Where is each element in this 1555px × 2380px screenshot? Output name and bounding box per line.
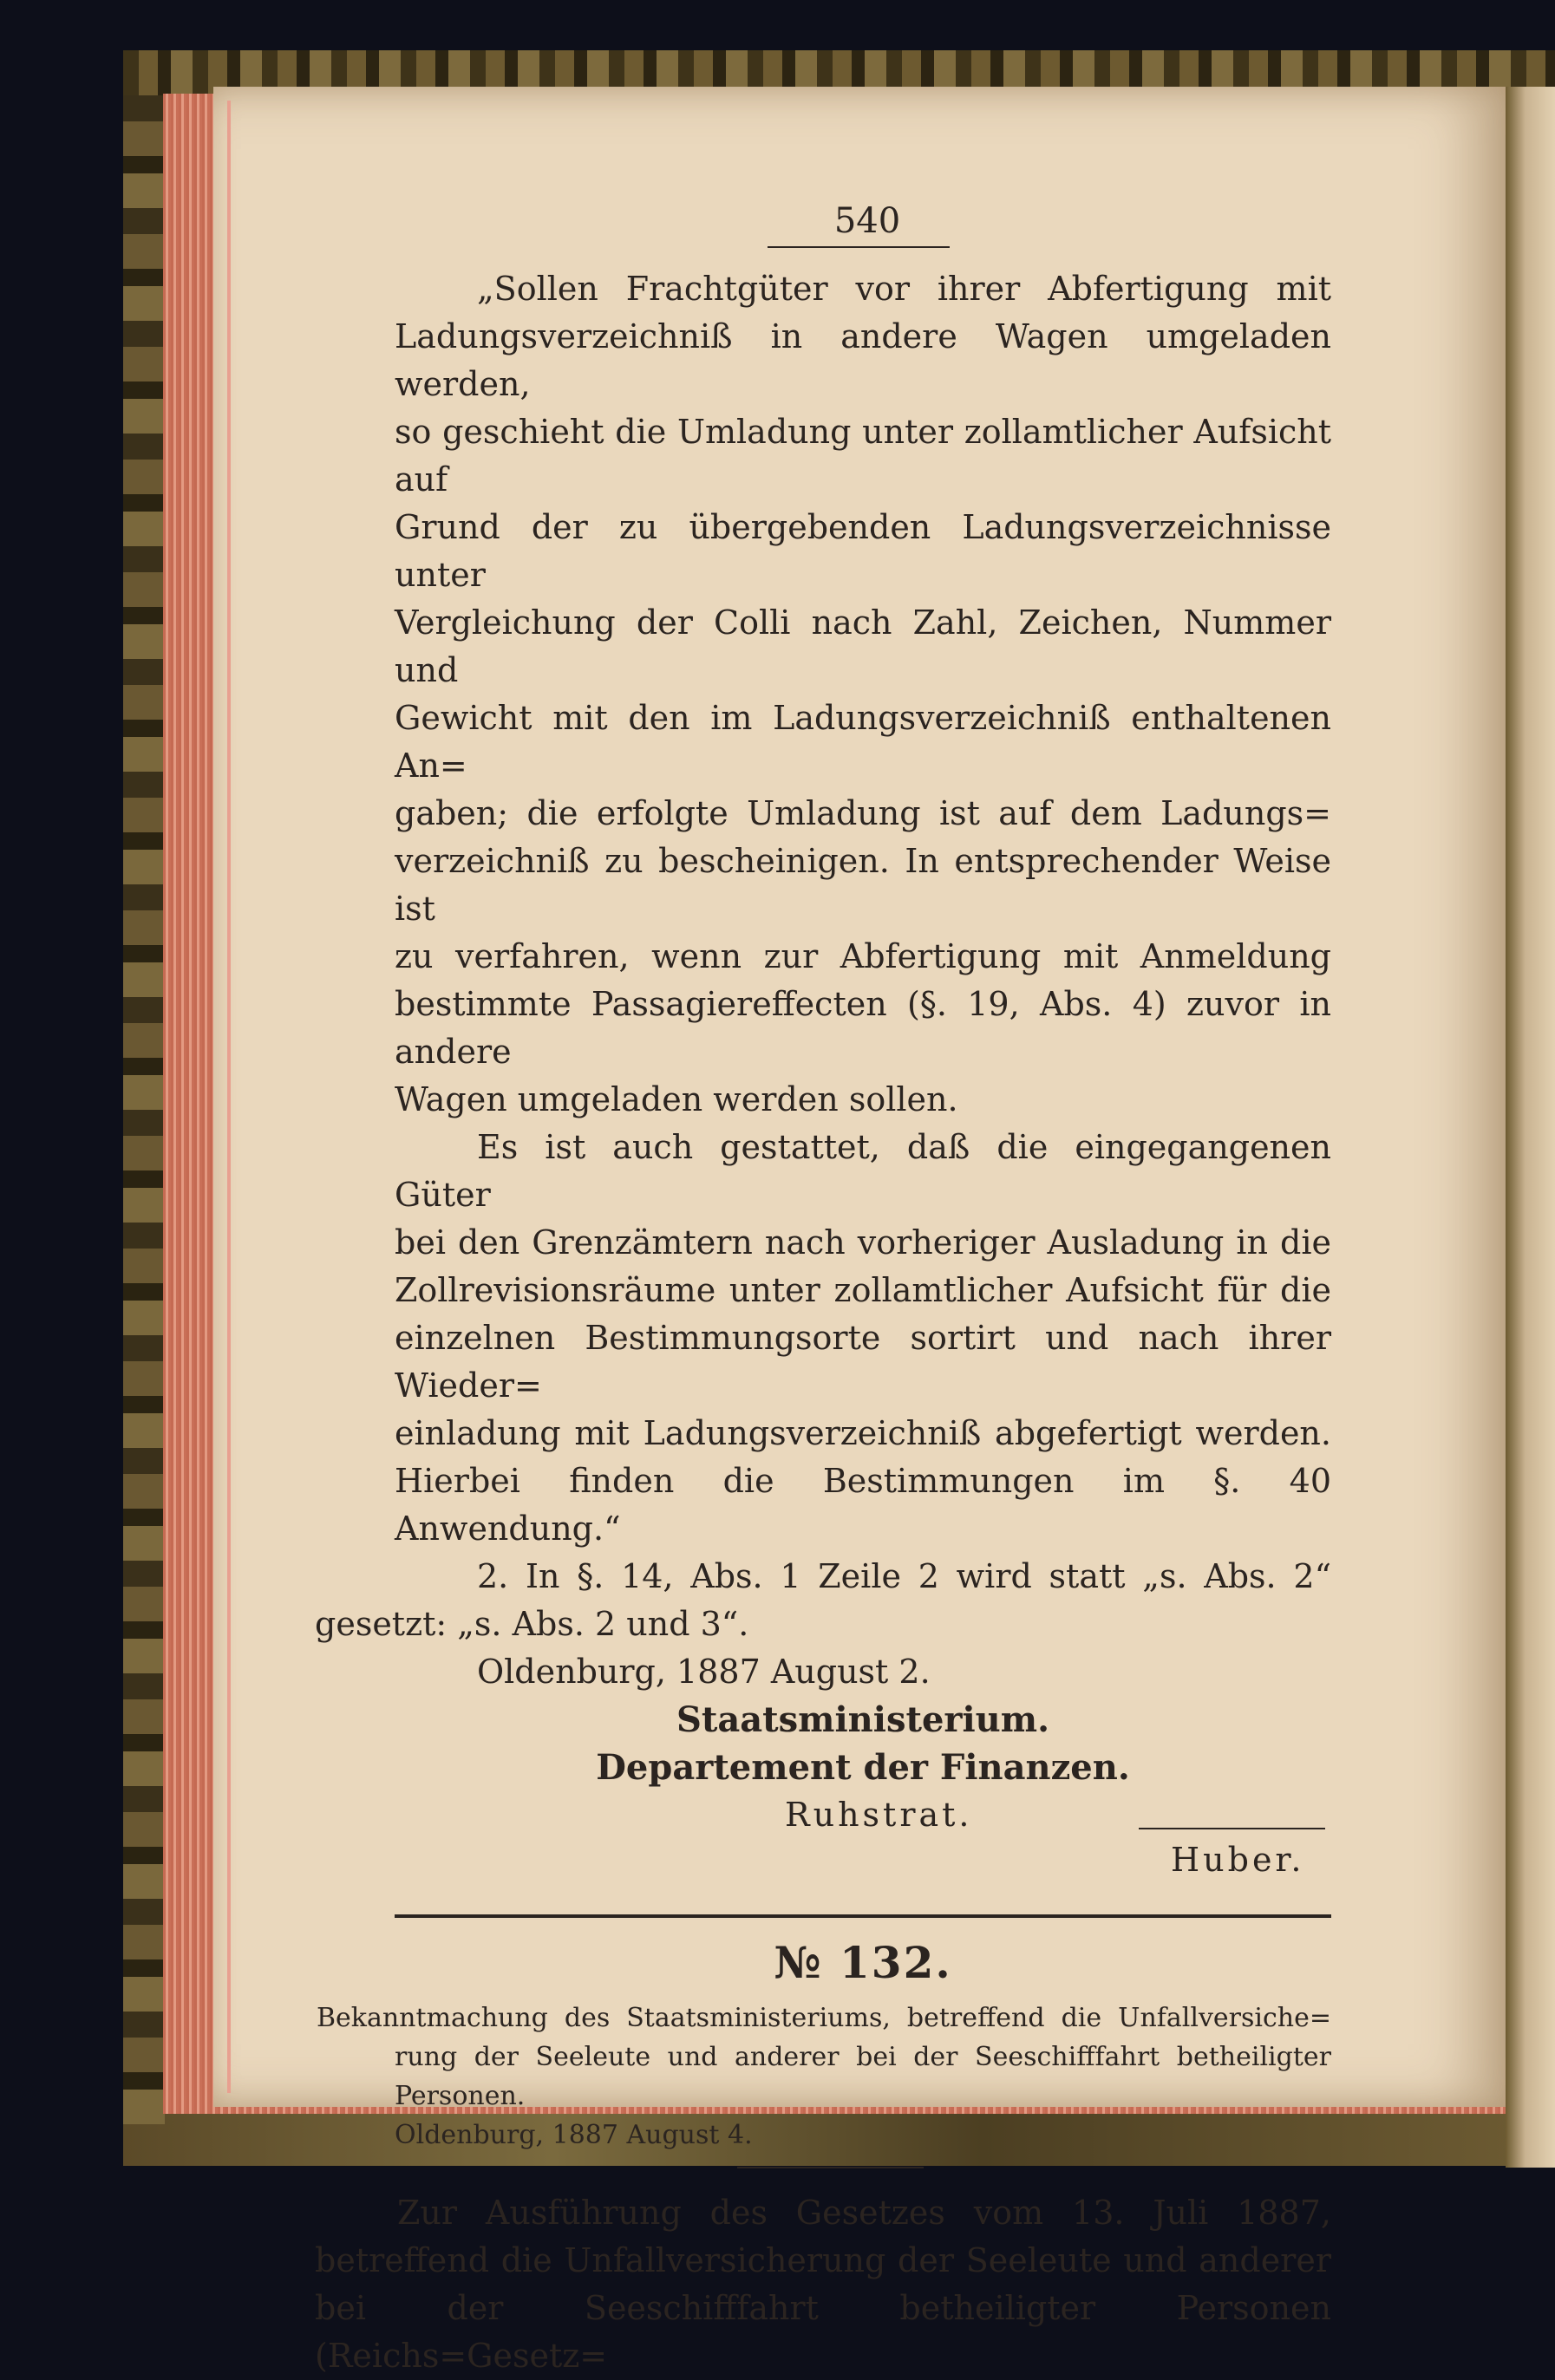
- paragraph-3: [315, 1553, 1331, 1648]
- title-line: Bekanntmachung des Staatsministeriums, betreffend die Unfallversiche=: [317, 2003, 1331, 2033]
- text-line: so geschieht die Umladung unter zollamtlicher Aufsicht auf: [395, 413, 1331, 499]
- book-gutter: [1506, 87, 1555, 2168]
- signature-rule: [1139, 1828, 1325, 1829]
- text-line: Zur Ausführung des Gesetzes vom 13. Juli 1887,: [397, 2194, 1331, 2232]
- number-heading: № 132.: [774, 1937, 952, 1988]
- text-line: einzelnen Bestimmungsorte sortirt und nach ihrer Wieder=: [395, 1319, 1331, 1405]
- notice-date: Oldenburg, 1887 August 4.: [395, 2120, 753, 2150]
- text-line: Es ist auch gestattet, daß die eingegangenen Güter: [395, 1128, 1331, 1214]
- notice-rule: [737, 2167, 924, 2168]
- paragraph-4: [315, 2189, 1331, 2380]
- page-number-rule: [768, 246, 950, 248]
- text-line: zu verfahren, wenn zur Abfertigung mit Anmeldung: [395, 937, 1331, 975]
- text-line: verzeichniß zu bescheinigen. In entsprechender Weise ist: [395, 842, 1331, 928]
- page-content: [315, 199, 1331, 2380]
- title-line: Personen.: [395, 2081, 526, 2111]
- authority-department: Departement der Finanzen.: [596, 1747, 1130, 1788]
- text-line: Hierbei finden die Bestimmungen im §. 40 Anwendung.“: [395, 1462, 1331, 1548]
- notice-title: [317, 1999, 1331, 2155]
- text-line: Wagen umgeladen werden sollen.: [395, 1080, 958, 1118]
- text-line: bestimmte Passagiereffecten (§. 19, Abs. 4) zuvor in andere: [395, 985, 1331, 1071]
- text-line: gaben; die erfolgte Umladung ist auf dem Ladungs=: [395, 794, 1331, 832]
- title-line: rung der Seeleute und anderer bei der Seeschifffahrt betheiligter: [395, 2042, 1331, 2072]
- signer-ruhstrat: Ruhstrat.: [785, 1796, 973, 1834]
- text-line: bei der Seeschifffahrt betheiligter Personen (Reichs=Gesetz=: [315, 2289, 1331, 2375]
- text-line: Vergleichung der Colli nach Zahl, Zeichen, Nummer und: [395, 603, 1331, 689]
- section-divider: [395, 1914, 1331, 1918]
- text-line: gesetzt: „s. Abs. 2 und 3“.: [315, 1605, 749, 1643]
- text-line: Zollrevisionsräume unter zollamtlicher Aufsicht für die: [395, 1271, 1331, 1309]
- authority-ministry: Staatsministerium.: [676, 1699, 1050, 1740]
- paragraph-2: [395, 1124, 1331, 1553]
- text-line: Grund der zu übergebenden Ladungsverzeichnisse unter: [395, 508, 1331, 594]
- page-margin-line: [227, 101, 231, 2093]
- text-line: 2. In §. 14, Abs. 1 Zeile 2 wird statt „s. Abs. 2“: [477, 1557, 1331, 1595]
- page-number: 540: [833, 201, 901, 241]
- text-line: Gewicht mit den im Ladungsverzeichniß enthaltenen An=: [395, 699, 1331, 785]
- signature-block: [395, 1791, 1331, 1887]
- cover-left-edge: [123, 95, 165, 2124]
- text-line: „Sollen Frachtgüter vor ihrer Abfertigung mit: [477, 270, 1331, 308]
- text-line: einladung mit Ladungsverzeichniß abgefertigt werden.: [395, 1414, 1331, 1452]
- text-line: bei den Grenzämtern nach vorheriger Ausladung in die: [395, 1223, 1331, 1262]
- place-date: Oldenburg, 1887 August 2.: [477, 1653, 931, 1691]
- text-line: Ladungsverzeichniß in andere Wagen umgeladen werden,: [395, 317, 1331, 403]
- paragraph-1: [395, 265, 1331, 1124]
- text-line: betreffend die Unfallversicherung der Seeleute und anderer: [315, 2241, 1331, 2279]
- signer-huber: Huber.: [1171, 1841, 1305, 1879]
